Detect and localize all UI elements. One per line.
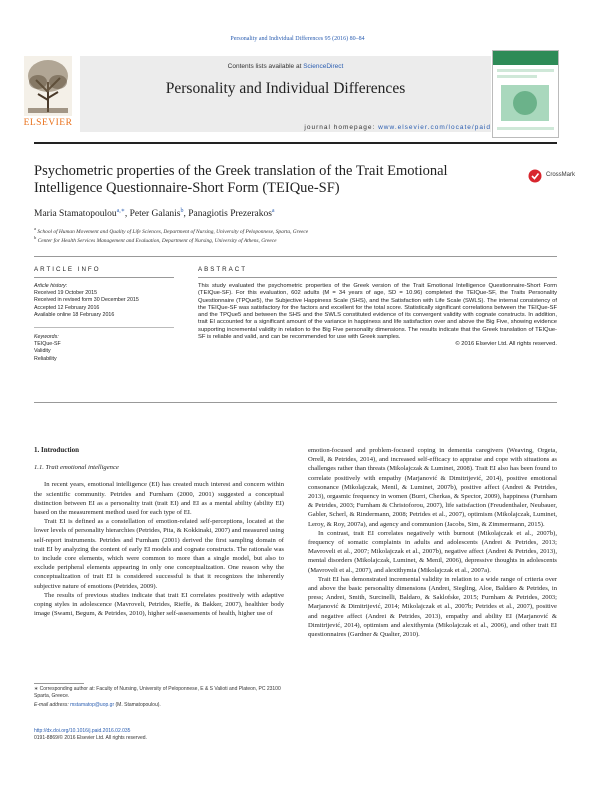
- history-revised: Received in revised form 30 December 2015: [34, 297, 139, 304]
- right-paragraph-1: emotion-focused and problem-focused coping in dementia caregivers (Weaving, Orgeta, Orrell, & Petrides, 2014), and increased self-efficacy to appraise and cope with situations as challenges rather than threats (Mikolajczak & Luminet, 2008). Trait EI also has been found to correlate positively with empathy (Marjanović & Dimitrijević, 2014), positive emotional consonance (Mikolajczak, Menil, & Luminet, 2007b), positive affect (Andrei & Petrides, 2013), orgasmic frequency in women (Burri, Cherkas, & Spector, 2009), happiness (Furnham & Petrides, 2003; Furnham & Christoforou, 2007), life satisfaction (Freudenthaler, Neubauer, Gabler, Scherl, & Rindermann, 2008; Petrides et al., 2007), optimism (Mikolajczak, Luminet, Leroy, & Roy, 2007a), and agency and communion (Jacobs, Sim, & Zimmermann, 2015).: [308, 447, 557, 528]
- sciencedirect-link[interactable]: ScienceDirect: [303, 63, 344, 70]
- author-3-affiliation-mark[interactable]: a: [271, 208, 275, 214]
- footnote-rule: [34, 683, 84, 684]
- abstract-rule: [198, 277, 557, 278]
- corresponding-author-note: ∗ Corresponding author at: Faculty of Nursing, University of Peloponnese, E & S Valioti and Plateon, PC 23100 Sparta, Greece.: [34, 686, 281, 699]
- footer-meta: [34, 728, 284, 742]
- abstract-text: This study evaluated the psychometric properties of the Greek version of the Trait Emotional Intelligence Questionnaire-Short Form (TEIQue-SF). For this evaluation, 602 adults (M = 34 years of age, SD = 10.96) completed the TEIQue-SF, the Traits Personality Questionnaire (TPQue5), the Subjective Happiness Scale (SHS), and the Satisfaction with Life Scale (SWLS). The internal consistency of the TEIQue-SF was satisfactory for the factors and excellent for the total score. Statistically significant correlations between the TEIQue-SF and the TPQue5 and between the SHS and the SWLS constituted evidence of its convergent validity with cognate constructs. In addition, trait EI accounted for a significant amount of the variance in happiness and life satisfaction over and above the Big Five, showing evidence supporting incremental validity in relation to the Big Five personality dimensions. The results indicate that the Greek translation of TEIQue-SF is reliable and valid, and can be recommended for use with Greek samples.: [198, 283, 557, 341]
- footnote-corresponding: [34, 686, 284, 709]
- author-2[interactable]: Peter Galanis: [129, 209, 181, 220]
- right-paragraph-2: In contrast, trait EI correlates negatively with burnout (Mikolajczak et al., 2007b), frequency of somatic complaints in adults and adolescents (Andrei & Petrides, 2013; Mavroveli et al., 2007; Mikolajczak et al., 2007b), negative affect (Andrei & Petrides, 2013), mental disorders (Mikolajczak, Luminet, & Menil, 2006), depressive thoughts in adolescents (Mavroveli et al., 2007), and alexithymia (Mikolajczak et al., 2007a).: [308, 529, 557, 574]
- crossmark-badge[interactable]: [528, 169, 583, 185]
- publisher-name: ELSEVIER: [23, 118, 73, 128]
- contents-prefix: Contents lists available at: [227, 63, 302, 70]
- email-label: E-mail address:: [34, 702, 69, 708]
- article-info: [34, 283, 174, 363]
- author-1[interactable]: Maria Stamatopoulou: [34, 209, 117, 220]
- abstract-copyright: © 2016 Elsevier Ltd. All rights reserved.: [455, 341, 557, 348]
- body-right-column: [308, 446, 557, 639]
- elsevier-logo[interactable]: [18, 52, 78, 132]
- contents-line: [80, 63, 491, 70]
- article-info-rule: [34, 277, 174, 278]
- author-1-affiliation-mark[interactable]: a,∗: [116, 208, 125, 214]
- article-title: Psychometric properties of the Greek translation of the Trait Emotional Intelligence Questionnaire-Short Form (TEIQue-SF): [34, 163, 448, 196]
- affiliation-a-text: School of Human Movement and Quality of Life Sciences, Department of Nursing, University of Peloponnese, Sparta, Greece: [37, 228, 309, 235]
- email-link[interactable]: mstamatop@uop.gr: [70, 702, 115, 708]
- journal-reference[interactable]: Personality and Individual Differences 95 (2016) 80–84: [230, 36, 365, 42]
- homepage-label: journal homepage:: [304, 124, 376, 131]
- crossmark-icon: [528, 169, 542, 183]
- keyword-3: Reliability: [34, 355, 57, 362]
- section-heading-introduction: 1. Introduction: [34, 446, 79, 454]
- body-left-column: [34, 446, 284, 618]
- author-3[interactable]: Panagiotis Prezerakos: [188, 209, 272, 220]
- abstract-heading: ABSTRACT: [198, 266, 248, 273]
- keywords-label: Keywords:: [34, 334, 59, 341]
- history-accepted: Accepted 12 February 2016: [34, 304, 100, 311]
- doi-link[interactable]: http://dx.doi.org/10.1016/j.paid.2016.02.035: [34, 728, 131, 734]
- journal-homepage: [80, 124, 491, 131]
- journal-cover-icon: [493, 51, 558, 137]
- left-paragraph-2: Trait EI is defined as a constellation of emotion-related self-perceptions, located at the lower levels of personality hierarchies (Petrides, Pita, & Kokkinaki, 2007) and measured using self-report instruments. Petrides and Furnham (2001) derived the first sampling domain of trait EI by analyzing the content of early EI models and cognate constructs. The rationale was to include core elements, which were common to more than a single model, but also to exclude peripheral elements appearing in only one conceptualization. One reason why the conceptualization of trait EI is considered successful is that it recognizes the inherently subjective nature of emotions (Petrides, 2009).: [34, 518, 284, 590]
- header-divider: [34, 142, 557, 144]
- affiliation-b-text: Center for Health Services Management and Evaluation, Department of Nursing, University of Athens, Greece: [37, 237, 277, 244]
- affiliation-b-mark: b: [34, 235, 37, 240]
- email-suffix: (M. Stamatopoulou).: [115, 702, 161, 708]
- issn-line: 0191-8869/© 2016 Elsevier Ltd. All rights reserved.: [34, 735, 147, 741]
- history-label: Article history:: [34, 283, 68, 289]
- affiliation-b: [34, 235, 277, 244]
- history-online: Available online 18 February 2016: [34, 311, 115, 318]
- author-list: Maria Stamatopoulou$^{a,∗}$, Peter Galanis$^b$, Panagiotis Prezerakos$^a$: [34, 208, 275, 220]
- article-info-heading: ARTICLE INFO: [34, 266, 101, 273]
- keywords-divider: [34, 327, 174, 328]
- author-2-affiliation-mark[interactable]: b: [180, 208, 184, 214]
- keyword-2: Validity: [34, 348, 51, 355]
- left-paragraph-1: In recent years, emotional intelligence (EI) has created much interest and concern within the scientific community. Petrides and Furnham (2000, 2001) suggested a conceptual distinction between EI as a personality trait (trait EI) and EI as a mental ability (ability EI) based on the measurement method used for each type of EI.: [34, 481, 284, 517]
- keyword-1: TEIQue-SF: [34, 341, 61, 348]
- subsection-heading-trait-ei: 1.1. Trait emotional intelligence: [34, 464, 119, 472]
- crossmark-label: CrossMark: [546, 172, 576, 178]
- abstract-bottom-rule: [34, 402, 557, 403]
- history-received: Received 19 October 2015: [34, 290, 98, 297]
- journal-cover-thumbnail[interactable]: [492, 50, 559, 138]
- right-paragraph-3: Trait EI has demonstrated incremental validity in relation to a wide range of criteria over and above the basic personality dimensions (Andrei, Siegling, Aloe, Baldaro & Petrides, in press; Andrei, Smith, Surcinelli, Baldaro, & Saklofske, 2015; Furnham & Petrides, 2003; Marjanović & Dimitrijević, 2014; Mikolajczak et al., 2007b; Petrides et al., 2007), positive and negative affect (Andrei & Petrides, 2013), empathy and ability EI (Marjanović & Dimitrijević, 2014), optimism and alexithymia (Mikolajczak et al., 2006), and other trait EI questionnaires (Gardner & Qualter, 2010).: [308, 575, 557, 639]
- affiliation-divider: [34, 256, 557, 257]
- affiliation-a-mark: a: [34, 226, 36, 231]
- affiliation-a: [34, 226, 308, 235]
- abstract-body: [198, 283, 557, 349]
- journal-title: Personality and Individual Differences: [165, 80, 406, 97]
- homepage-link[interactable]: www.elsevier.com/locate/paid: [378, 124, 491, 131]
- left-paragraph-3: The results of previous studies indicate that trait EI correlates positively with adaptive coping styles in adolescence (Mavroveli, Petrides, Rieffe, & Bakker, 2007), healthier body image (Swami, Begum, & Petrides, 2010), higher self-assessments of health, higher use of: [34, 591, 284, 618]
